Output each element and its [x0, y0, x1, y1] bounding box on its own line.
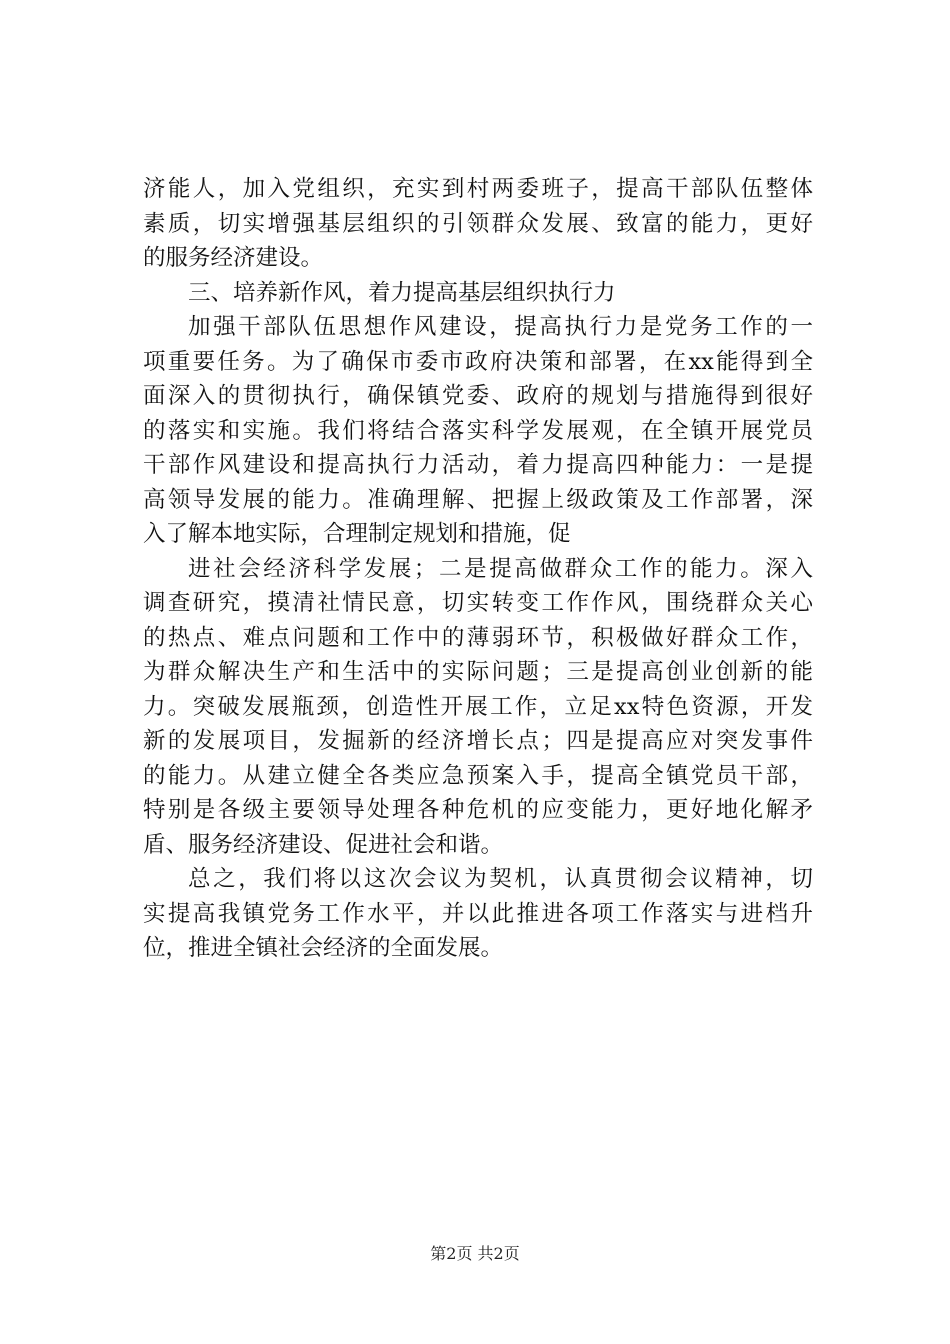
text-line: 的能力。从建立健全各类应急预案入手，提高全镇党员干部， [143, 762, 813, 789]
text-line: 高领导发展的能力。准确理解、把握上级政策及工作部署，深 [143, 486, 813, 513]
text-line: 总之，我们将以这次会议为契机，认真贯彻会议精神，切 [188, 866, 813, 892]
section-heading: 三、培养新作风，着力提高基层组织执行力 [188, 279, 616, 306]
text-line: 项重要任务。为了确保市委市政府决策和部署，在xx能得到全 [143, 348, 813, 375]
page-footer [0, 1242, 950, 1266]
text-line: 干部作风建设和提高执行力活动，着力提高四种能力：一是提 [143, 452, 813, 478]
body-text [143, 172, 813, 966]
text-line: 为群众解决生产和生活中的实际问题；三是提高创业创新的能 [143, 659, 813, 685]
text-line: 加强干部队伍思想作风建设，提高执行力是党务工作的一 [188, 314, 813, 340]
text-line: 新的发展项目，发掘新的经济增长点；四是提高应对突发事件 [143, 728, 813, 754]
text-line: 特别是各级主要领导处理各种危机的应变能力，更好地化解矛 [143, 797, 813, 823]
text-line: 的服务经济建设。 [143, 245, 324, 271]
text-line: 位，推进全镇社会经济的全面发展。 [143, 935, 504, 961]
text-line: 实提高我镇党务工作水平，并以此推进各项工作落实与进档升 [143, 900, 813, 927]
text-line: 盾、服务经济建设、促进社会和谐。 [143, 831, 504, 858]
text-line: 进社会经济科学发展；二是提高做群众工作的能力。深入 [188, 555, 813, 582]
text-line: 面深入的贯彻执行，确保镇党委、政府的规划与措施得到很好 [143, 383, 813, 409]
text-line: 力。突破发展瓶颈，创造性开展工作，立足xx特色资源，开发 [143, 693, 813, 720]
text-line: 济能人，加入党组织，充实到村两委班子，提高干部队伍整体 [143, 176, 813, 202]
text-line: 调查研究，摸清社情民意，切实转变工作作风，围绕群众关心 [143, 590, 813, 616]
text-line: 的落实和实施。我们将结合落实科学发展观，在全镇开展党员 [143, 417, 813, 444]
page-number: 第2页 共2页 [430, 1244, 520, 1263]
text-line: 的热点、难点问题和工作中的薄弱环节，积极做好群众工作， [143, 624, 813, 651]
text-line: 入了解本地实际，合理制定规划和措施，促 [143, 521, 571, 547]
text-line: 素质，切实增强基层组织的引领群众发展、致富的能力，更好 [143, 210, 813, 237]
